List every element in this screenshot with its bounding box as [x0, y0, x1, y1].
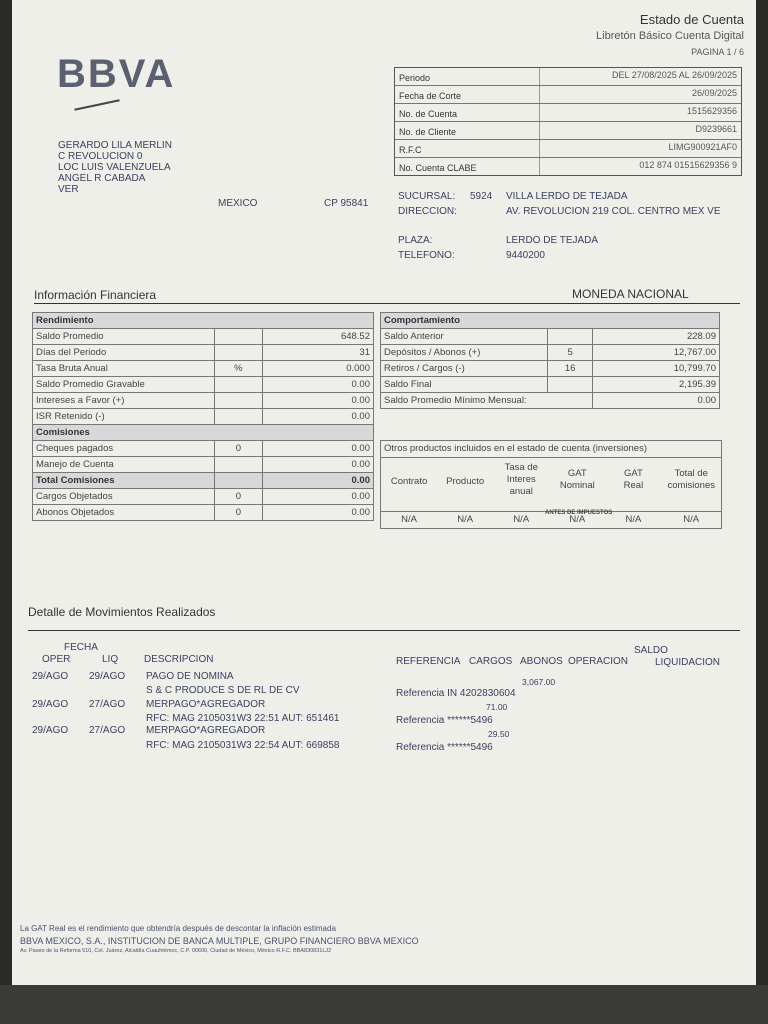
row-reference: Referencia ******5496 [396, 715, 493, 726]
rendimiento-table [32, 312, 374, 521]
row-oper-date: 29/AGO [32, 671, 69, 682]
period-row [395, 68, 741, 86]
row-label: Depósitos / Abonos (+) [381, 345, 548, 361]
row-mid [215, 393, 263, 409]
row-label: Retiros / Cargos (-) [381, 361, 548, 377]
otros-col-value: N/A [437, 511, 493, 528]
row-mid: 5 [548, 345, 593, 361]
row-value: 0.00 [593, 393, 720, 409]
row-value: 2,195.39 [593, 377, 720, 393]
table-row [381, 377, 720, 393]
otros-col-label: GAT Nominal [559, 468, 595, 491]
otros-col-label: Producto [446, 476, 485, 487]
col-abonos: ABONOS [520, 656, 563, 667]
row-value: 10,799.70 [593, 361, 720, 377]
customer-line: LOC LUIS VALENZUELA [58, 162, 171, 173]
col-liq: LIQ [102, 654, 119, 665]
total-value: 0.00 [262, 473, 373, 489]
otros-column [493, 458, 549, 528]
row-value: 228.09 [593, 329, 720, 345]
table-row [33, 441, 374, 457]
row-description: PAGO DE NOMINA [146, 671, 234, 682]
row-value: 0.00 [262, 457, 373, 473]
direccion-value: AV. REVOLUCION 219 COL. CENTRO MEX VE [506, 206, 721, 217]
table-row [33, 457, 374, 473]
otros-col-value: N/A [381, 511, 437, 528]
statement-page [12, 0, 756, 985]
row-label: Intereses a Favor (+) [33, 393, 215, 409]
logo-underline [74, 99, 119, 111]
row-mid [548, 377, 593, 393]
row-reference: Referencia IN 4202830604 [396, 688, 516, 699]
table-row [33, 489, 374, 505]
cutoff-label: Fecha de Corte [399, 91, 462, 101]
clabe-value: 012 874 01515629356 9 [539, 158, 741, 175]
table-row [381, 329, 720, 345]
table-row [381, 345, 720, 361]
otros-productos-box [380, 440, 722, 529]
period-box [394, 67, 742, 176]
row-label: Cargos Objetados [33, 489, 215, 505]
row-label: Manejo de Cuenta [33, 457, 215, 473]
bbva-logo: BBVA [57, 52, 176, 96]
antes-impuestos-label: ANTES DE IMPUESTOS [545, 510, 613, 516]
row-value: 0.00 [262, 409, 373, 425]
statement-title: Estado de Cuenta [639, 12, 744, 27]
customer-address [58, 140, 172, 195]
otros-column [437, 458, 493, 528]
info-divider [34, 303, 740, 304]
period-value: DEL 27/08/2025 AL 26/09/2025 [539, 68, 741, 85]
total-label: Total Comisiones [33, 473, 215, 489]
row-value: 0.00 [262, 393, 373, 409]
branch-info [398, 189, 721, 263]
clabe-row [395, 158, 741, 175]
total-row [33, 473, 374, 489]
otros-column [605, 458, 661, 528]
client-row [395, 122, 741, 140]
otros-col-label: Contrato [390, 476, 428, 487]
sucursal-name: VILLA LERDO DE TEJADA [506, 191, 628, 202]
background-surface [0, 985, 768, 1024]
otros-col-value: N/A [661, 511, 721, 528]
otros-column [549, 458, 605, 528]
comisiones-header: Comisiones [33, 425, 374, 441]
movimientos-divider [28, 630, 740, 631]
row-mid: 0 [215, 489, 263, 505]
otros-column [381, 458, 437, 528]
otros-title: Otros productos incluidos en el estado de cuenta (inversiones) [381, 441, 721, 458]
customer-line: VER [58, 184, 79, 195]
table-row [33, 329, 374, 345]
currency-label: MONEDA NACIONAL [572, 287, 689, 301]
rfc-value: LIMG900921AF0 [539, 140, 741, 157]
cutoff-value: 26/09/2025 [539, 86, 741, 103]
statement-subtitle: Libretón Básico Cuenta Digital [596, 30, 744, 42]
row-mid [215, 409, 263, 425]
row-label: Saldo Promedio Mínimo Mensual: [381, 393, 593, 409]
row-value: 0.00 [262, 489, 373, 505]
row-mid [215, 329, 263, 345]
row-amount: 71.00 [486, 702, 508, 712]
row-liq-date: 27/AGO [89, 699, 126, 710]
row-mid [215, 377, 263, 393]
row-label: Saldo Promedio Gravable [33, 377, 215, 393]
statement-header [596, 12, 744, 60]
table-row [381, 393, 720, 409]
row-oper-date: 29/AGO [32, 699, 69, 710]
row-value: 0.000 [262, 361, 373, 377]
account-value: 1515629356 [539, 104, 741, 121]
row-value: 0.00 [262, 377, 373, 393]
footer-address: Av. Paseo de la Reforma 510, Col. Juárez, Alcaldía Cuauhtémoc, C.P. 06600, Ciudad de México, México R.F.C. BBA830831LJ2 [20, 948, 332, 954]
row-description: MERPAGO*AGREGADOR [146, 699, 266, 710]
telefono-label: TELEFONO: [398, 250, 455, 261]
row-label: Cheques pagados [33, 441, 215, 457]
table-row [33, 377, 374, 393]
footer-bank-name: BBVA MEXICO, S.A., INSTITUCION DE BANCA MULTIPLE, GRUPO FINANCIERO BBVA MEXICO [20, 936, 419, 946]
table-row [33, 505, 374, 521]
customer-line: C REVOLUCION 0 [58, 151, 143, 162]
row-mid [548, 329, 593, 345]
telefono-value: 9440200 [506, 250, 545, 261]
rendimiento-header: Rendimiento [33, 313, 374, 329]
info-title: Información Financiera [34, 288, 157, 302]
otros-column [661, 458, 721, 528]
comportamiento-table [380, 312, 720, 409]
rfc-label: R.F.C [399, 145, 422, 155]
row-label: Días del Periodo [33, 345, 215, 361]
cutoff-row [395, 86, 741, 104]
row-label: Abonos Objetados [33, 505, 215, 521]
row-value: 31 [262, 345, 373, 361]
otros-col-value: N/A [605, 511, 661, 528]
row-value: 0.00 [262, 441, 373, 457]
col-cargos: CARGOS [469, 656, 513, 667]
otros-col-label: Total de comisiones [667, 468, 715, 491]
direccion-label: DIRECCION: [398, 206, 457, 217]
row-description-detail: RFC: MAG 2105031W3 22:54 AUT: 669858 [146, 740, 340, 751]
row-reference: Referencia ******5496 [396, 742, 493, 753]
table-row [33, 345, 374, 361]
row-amount: 3,067.00 [522, 677, 556, 687]
clabe-label: No. Cuenta CLABE [399, 163, 477, 173]
account-row [395, 104, 741, 122]
rfc-row [395, 140, 741, 158]
col-descripcion: DESCRIPCION [144, 654, 214, 665]
row-amount: 29.50 [488, 729, 510, 739]
sucursal-number: 5924 [470, 191, 493, 202]
plaza-label: PLAZA: [398, 235, 433, 246]
otros-col-label: GAT Real [623, 468, 644, 491]
row-oper-date: 29/AGO [32, 725, 69, 736]
row-value: 648.52 [262, 329, 373, 345]
row-value: 0.00 [262, 505, 373, 521]
row-mid [215, 345, 263, 361]
row-description-detail: RFC: MAG 2105031W3 22:51 AUT: 651461 [146, 713, 340, 724]
col-referencia: REFERENCIA [396, 656, 461, 667]
col-saldo: SALDO [634, 645, 668, 656]
row-label: Tasa Bruta Anual [33, 361, 215, 377]
customer-line: ANGEL R CABADA [58, 173, 146, 184]
row-label: Saldo Anterior [381, 329, 548, 345]
sucursal-label: SUCURSAL: [398, 191, 456, 202]
customer-line: GERARDO LILA MERLIN [58, 140, 172, 151]
customer-country: MEXICO [218, 198, 258, 209]
table-row [381, 361, 720, 377]
client-label: No. de Cliente [399, 127, 457, 137]
client-value: D9239661 [539, 122, 741, 139]
otros-col-value: N/A [493, 511, 549, 528]
row-liq-date: 29/AGO [89, 671, 126, 682]
plaza-value: LERDO DE TEJADA [506, 235, 599, 246]
row-label: Saldo Final [381, 377, 548, 393]
col-oper: OPER [42, 654, 71, 665]
row-mid: 16 [548, 361, 593, 377]
row-value: 12,767.00 [593, 345, 720, 361]
row-description-detail: S & C PRODUCE S DE RL DE CV [146, 685, 300, 696]
movimientos-title: Detalle de Movimientos Realizados [28, 605, 216, 619]
otros-col-value: N/A [549, 511, 605, 528]
col-liquidacion: LIQUIDACION [655, 657, 721, 668]
col-fecha: FECHA [64, 642, 98, 653]
otros-col-label: Tasa de Interes anual [504, 462, 538, 497]
row-mid: 0 [215, 441, 263, 457]
row-description: MERPAGO*AGREGADOR [146, 725, 266, 736]
period-label: Periodo [399, 73, 431, 83]
table-row [33, 409, 374, 425]
account-label: No. de Cuenta [399, 109, 458, 119]
row-mid: % [215, 361, 263, 377]
page-number: PAGINA 1 / 6 [691, 47, 744, 57]
row-liq-date: 27/AGO [89, 725, 126, 736]
customer-cp: CP 95841 [324, 198, 369, 209]
row-label: Saldo Promedio [33, 329, 215, 345]
row-label: ISR Retenido (-) [33, 409, 215, 425]
row-mid: 0 [215, 505, 263, 521]
row-mid [215, 457, 263, 473]
table-row [33, 361, 374, 377]
footer-gat-note: La GAT Real es el rendimiento que obtendría después de descontar la inflación estimada [20, 924, 336, 933]
table-row [33, 393, 374, 409]
col-operacion: OPERACION [568, 656, 629, 667]
comportamiento-header: Comportamiento [381, 313, 720, 329]
